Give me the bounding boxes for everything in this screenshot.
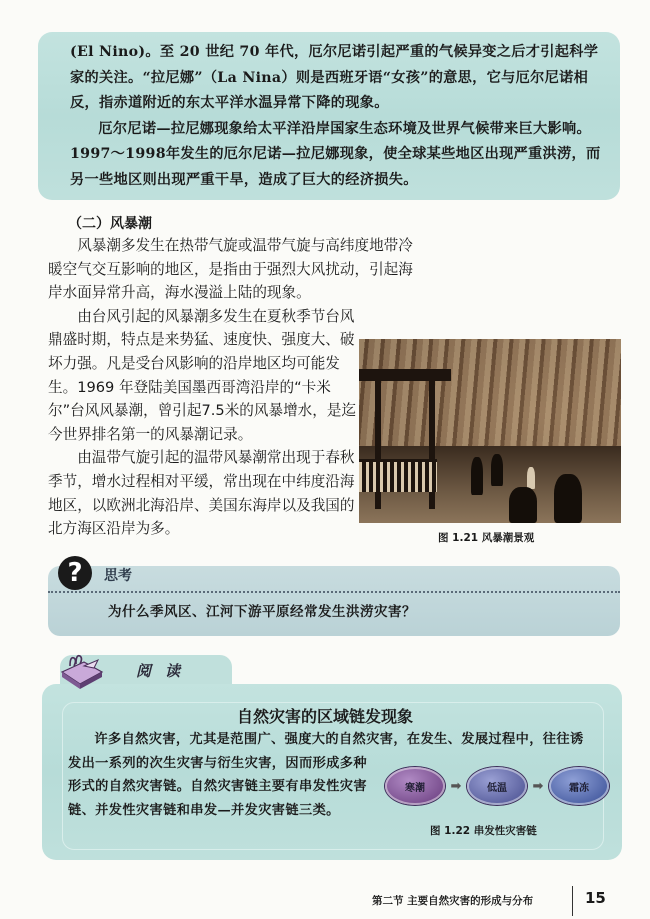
body-paragraph: 风暴潮多发生在热带气旋或温带气旋与高纬度地带冷暖空气交互影响的地区，是指由于强烈大风扰动，引起海岸水面异常升高，海水漫溢上陆的现象。 — [48, 237, 413, 302]
section-title: （二）风暴潮 — [68, 216, 152, 232]
body-paragraph: 由台风引起的风暴潮多发生在夏秋季节台风鼎盛时期，特点是来势猛、速度快、强度大、破坏力强。凡是受台风影响的沿岸地区均可能发生。1969 年登陆美国墨西哥湾沿岸的“卡米尔”台风风暴潮，曾引起7.5米的风暴增水，是迄今世界排名第一的风暴潮记录。 — [48, 307, 357, 443]
dotted-divider — [48, 591, 620, 593]
figure-caption: 图 1.21 风暴潮景观 — [438, 532, 535, 544]
footer-divider — [572, 886, 573, 916]
arrow-right-icon: ➡ — [532, 778, 544, 794]
think-question: 为什么季风区、江河下游平原经常发生洪涝灾害？ — [108, 604, 416, 620]
figure-caption: 图 1.22 串发性灾害链 — [430, 825, 537, 837]
arrow-right-icon: ➡ — [450, 778, 462, 794]
chain-node-frost: 霜冻 — [549, 767, 609, 805]
footer-chapter-title: 第二节 主要自然灾害的形成与分布 — [372, 895, 534, 907]
reading-line: 发出一系列的次生灾害与衍生灾害，因而形成多种形式的自然灾害链。自然灾害链主要有串发性灾害链、并发性灾害链和串发—并发灾害链三类。 — [68, 755, 367, 818]
el-nino-info-box — [38, 32, 620, 200]
question-mark-icon: ? — [58, 556, 92, 590]
notepad-icon — [58, 652, 104, 690]
body-paragraph: 由温带气旋引起的温带风暴潮常出现于春秋季节，增水过程相对平缓，常出现在中纬度沿海地区，以欧洲北海沿岸、美国东海岸以及我国的北方海区沿岸为多。 — [48, 449, 355, 538]
el-nino-paragraph: (El Nino)。至 20 世纪 70 年代，厄尔尼诺引起严重的气候异变之后才引起科学家的关注。“拉尼娜”（La Nina）则是西班牙语“女孩”的意思，它与厄尔尼诺相反，指赤道附近的东太平洋水温异常下降的现象。 — [70, 44, 599, 111]
disaster-chain-diagram — [385, 767, 609, 805]
reading-line: 许多自然灾害，尤其是范围广、强度大的自然灾害，在发生、发展过程中，往往诱 — [94, 732, 584, 747]
chain-node-low-temperature: 低温 — [467, 767, 527, 805]
chain-node-cold-wave: 寒潮 — [385, 767, 445, 805]
impact-paragraph: 厄尔尼诺—拉尼娜现象给太平洋沿岸国家生态环境及世界气候带来巨大影响。1997～1998年发生的厄尔尼诺—拉尼娜现象，使全球某些地区出现严重洪涝，而另一些地区则出现严重干旱，造成了巨大的经济损失。 — [70, 120, 601, 188]
page-number: 15 — [585, 889, 606, 907]
storm-surge-photo — [359, 339, 621, 523]
think-title: 思考 — [104, 568, 132, 584]
reading-title: 阅读 — [136, 662, 195, 680]
reading-heading: 自然灾害的区域链发现象 — [236, 707, 413, 726]
